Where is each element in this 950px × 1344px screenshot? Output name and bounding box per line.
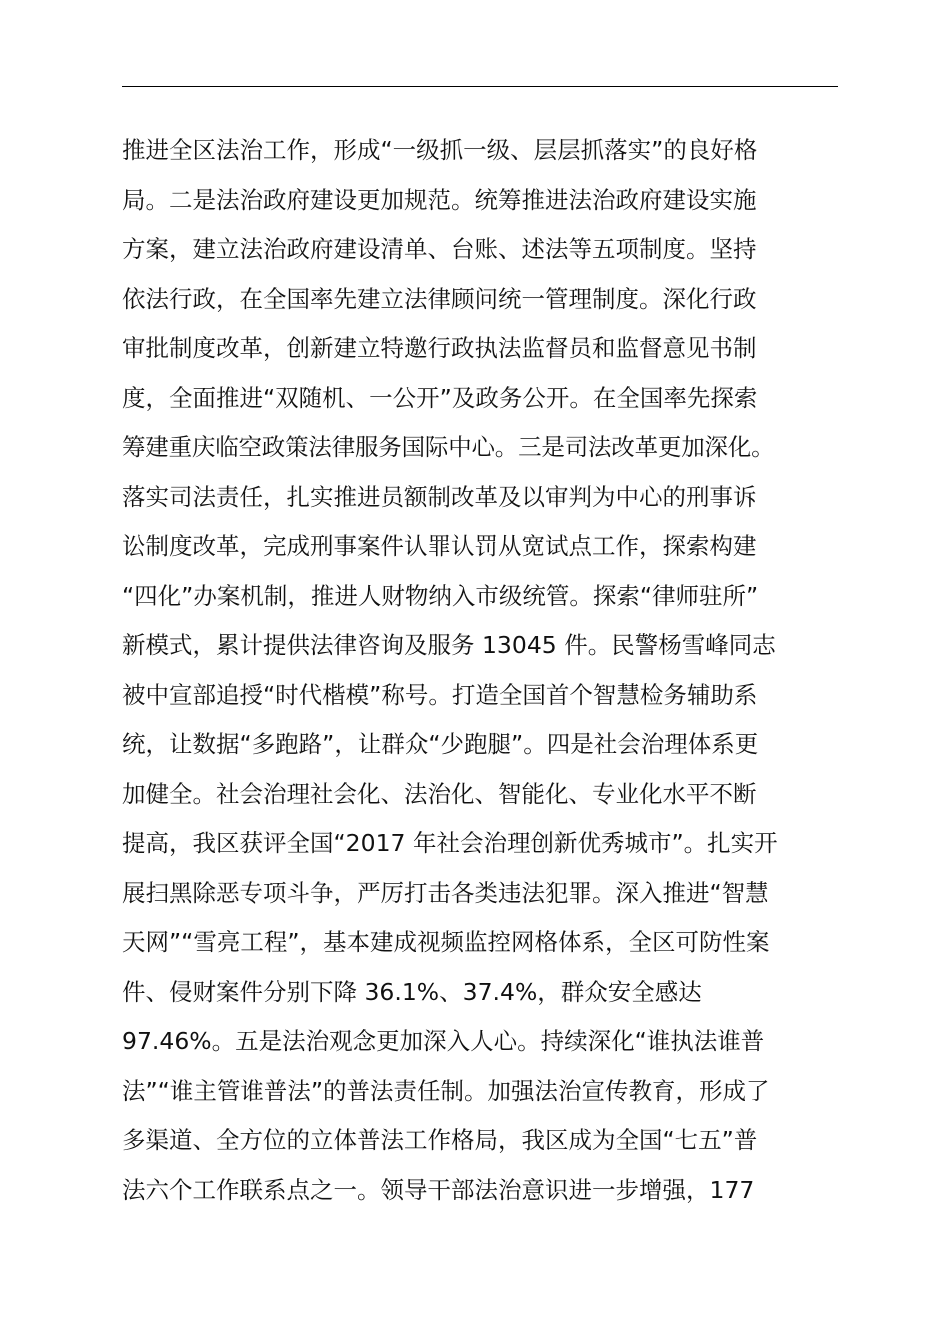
text-line: 讼制度改革，完成刑事案件认罪认罚从宽试点工作，探索构建	[122, 532, 757, 560]
text-line: 法六个工作联系点之一。领导干部法治意识进一步增强，177	[122, 1175, 755, 1204]
text-line: 被中宣部追授“时代楷模”称号。打造全国首个智慧检务辅助系	[122, 680, 758, 709]
text-line: 落实司法责任，扎实推进员额制改革及以审判为中心的刑事诉	[122, 482, 757, 511]
text-line: 件、侵财案件分别下降 36.1%、37.4%，群众安全感达	[122, 977, 702, 1006]
text-line: 97.46%。五是法治观念更加深入人心。持续深化“谁执法谁普	[122, 1027, 765, 1055]
text-line: 新模式，累计提供法律咨询及服务 13045 件。民警杨雪峰同志	[122, 631, 776, 659]
text-line: 方案，建立法治政府建设清单、台账、述法等五项制度。坚持	[122, 235, 757, 263]
text-line: 多渠道、全方位的立体普法工作格局，我区成为全国“七五”普	[122, 1126, 758, 1154]
text-line: 审批制度改革，创新建立特邀行政执法监督员和监督意见书制	[122, 334, 757, 362]
text-line: 局。二是法治政府建设更加规范。统筹推进法治政府建设实施	[122, 185, 757, 214]
text-line: 推进全区法治工作，形成“一级抓一级、层层抓落实”的良好格	[122, 136, 758, 164]
text-line: 法”“谁主管谁普法”的普法责任制。加强法治宣传教育，形成了	[122, 1076, 770, 1105]
text-line: 统，让数据“多跑路”，让群众“少跑腿”。四是社会治理体系更	[122, 730, 759, 758]
header-rule	[122, 86, 838, 87]
text-line: 展扫黑除恶专项斗争，严厉打击各类违法犯罪。深入推进“智慧	[122, 878, 769, 907]
text-line: “四化”办案机制，推进人财物纳入市级统管。探索“律师驻所”	[122, 581, 759, 610]
body-paragraph	[122, 126, 882, 1215]
text-line: 依法行政，在全国率先建立法律顾问统一管理制度。深化行政	[122, 284, 757, 313]
text-line: 筹建重庆临空政策法律服务国际中心。三是司法改革更加深化。	[122, 433, 775, 461]
text-line: 度，全面推进“双随机、一公开”及政务公开。在全国率先探索	[122, 383, 758, 412]
text-line: 提高，我区获评全国“2017 年社会治理创新优秀城市”。扎实开	[122, 829, 778, 857]
text-line: 加健全。社会治理社会化、法治化、智能化、专业化水平不断	[122, 779, 757, 808]
text-line: 天网”“雪亮工程”，基本建成视频监控网格体系，全区可防性案	[122, 928, 770, 956]
